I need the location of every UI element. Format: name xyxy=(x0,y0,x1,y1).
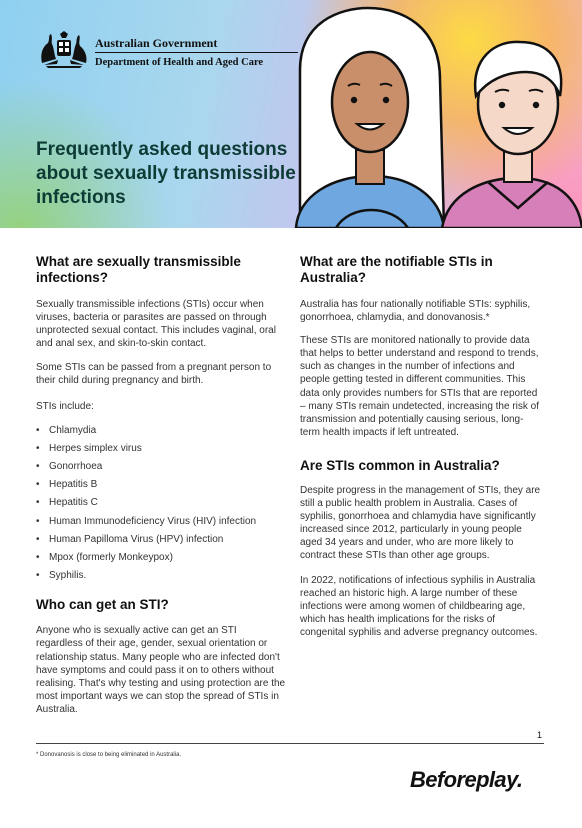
paragraph: Despite progress in the management of STIs, they are still a public health problem in Australia. Cases of syphilis, gonorrhoea and chlamydia have significantly increased since 2012, particularly in young people aged 34 years and under, who are more likely to contract these STIs than other age groups. xyxy=(300,484,541,562)
sti-list xyxy=(36,424,286,588)
paragraph: Australia has four nationally notifiable STIs: syphilis, gonorrhoea, chlamydia, and donovanosis.* xyxy=(300,299,531,324)
beforeplay-logo: Beforeplay. xyxy=(410,767,523,792)
paragraph: Sexually transmissible infections (STIs) occur when viruses, bacteria or parasites are passed on through unprotected sexual contact. This includes vaginal, oral and anal sex, and skin-to-skin contact. xyxy=(36,299,276,350)
section-heading-stis-common: Are STIs common in Australia? xyxy=(300,457,500,473)
paragraph: In 2022, notifications of infectious syphilis in Australia reached an historic high. A large number of these infections were among women of childbearing age, which has health implications for the risks of congenital syphilis and adverse pregnancy outcomes. xyxy=(300,574,538,638)
list-item: • Human Papilloma Virus (HPV) infection xyxy=(36,533,286,551)
list-item: • Chlamydia xyxy=(36,424,286,442)
page-title: Frequently asked questions about sexually transmissible infections xyxy=(36,139,296,208)
section-heading-notifiable-stis: What are the notifiable STIs in Australia? xyxy=(300,254,493,285)
footnote-divider xyxy=(36,743,544,744)
paragraph: These STIs are monitored nationally to provide data that helps to better understand and respond to trends, such as changes in the number of infections and people getting tested in different communities. This data only provides numbers for STIs that are reported – many STIs remain undetected, increasing the risk of transmission and potentially causing serious, long-term health impacts if left untreated. xyxy=(300,335,540,438)
footnote: * Donovanosis is close to being eliminated in Australia. xyxy=(36,752,182,758)
list-item: • Herpes simplex virus xyxy=(36,442,286,460)
page-number: 1 xyxy=(537,730,543,740)
list-item: • Human Immunodeficiency Virus (HIV) infection xyxy=(36,515,286,533)
list-item: • Hepatitis B xyxy=(36,478,286,496)
section-heading-what-are-stis: What are sexually transmissible infections? xyxy=(36,254,241,285)
list-item: • Gonorrhoea xyxy=(36,460,286,478)
government-name: Australian Government xyxy=(95,36,218,50)
list-item: • Syphilis. xyxy=(36,569,286,587)
department-name: Department of Health and Aged Care xyxy=(95,57,264,68)
left-column xyxy=(36,248,286,716)
section-heading-who-can-get: Who can get an STI? xyxy=(36,597,169,613)
people-illustration xyxy=(292,0,582,228)
list-item: • Hepatitis C xyxy=(36,496,286,514)
hero-banner xyxy=(0,0,582,228)
government-logo xyxy=(36,29,266,69)
paragraph: Anyone who is sexually active can get an STI regardless of their age, gender, sexual orientation or relationship status. Many people who are infected don't have symptoms and could pass it on to others without realising. That's why testing and using protection are the most important ways we can stop the spread of STIs in Australia. xyxy=(36,625,286,715)
coat-of-arms-icon xyxy=(36,29,92,69)
logo-divider xyxy=(95,52,298,53)
list-intro: STIs include: xyxy=(36,400,94,412)
paragraph: Some STIs can be passed from a pregnant person to their child during pregnancy and birth. xyxy=(36,362,272,387)
list-item: • Mpox (formerly Monkeypox) xyxy=(36,551,286,569)
right-column xyxy=(300,248,542,639)
